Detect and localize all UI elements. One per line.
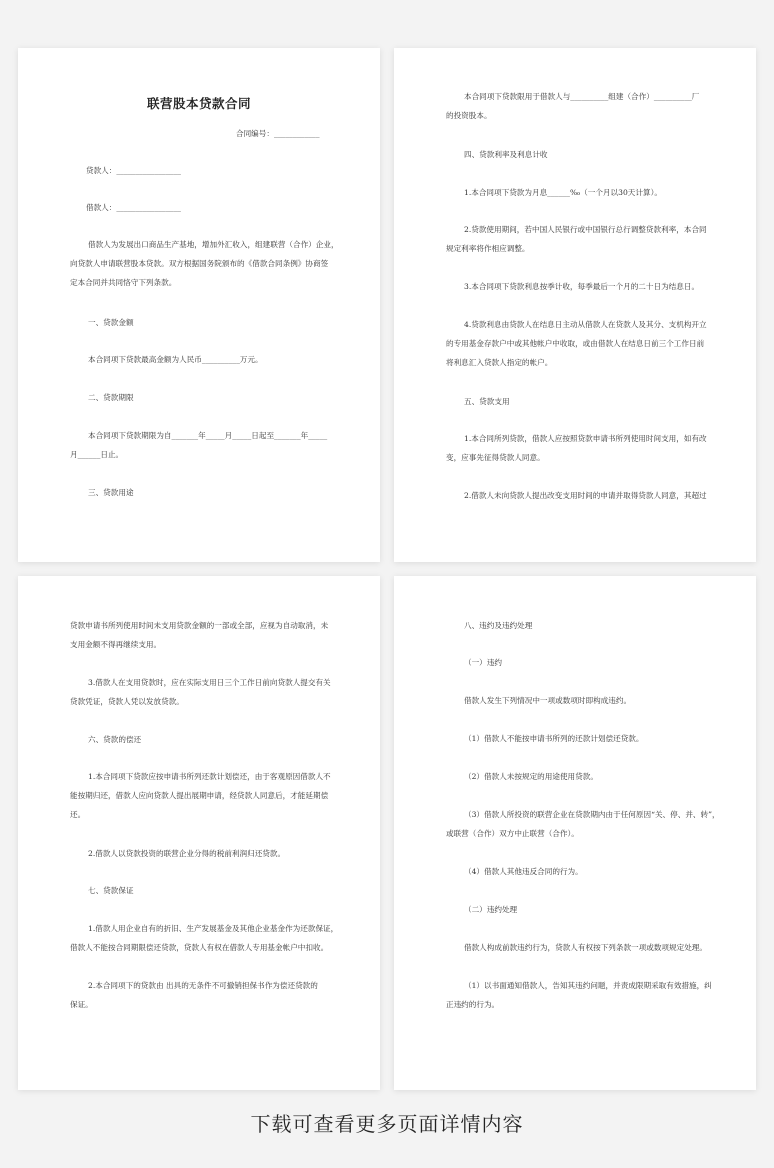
section-5-heading: 五、贷款支用 xyxy=(464,397,510,406)
section-4-item-4-line-1: 4.贷款利息由贷款人在结息日主动从借款人在贷款人及其分、支机构开立 xyxy=(464,320,707,329)
section-6-item-1-line-2: 能按期归还，借款人应向贷款人提出展期申请，经贷款人同意后，才能延期偿 xyxy=(70,791,329,800)
section-5-item-1-line-1: 1.本合同所列贷款，借款人应按照贷款申请书所列使用时间支用，如有改 xyxy=(464,434,707,443)
borrower-line: 借款人：_________________ xyxy=(86,203,181,212)
section-6-heading: 六、贷款的偿还 xyxy=(88,735,142,744)
section-1-body: 本合同项下贷款最高金额为人民币__________万元。 xyxy=(88,355,263,364)
subsection-handling: （二）违约处理 xyxy=(464,905,518,914)
section-4-item-2-line-2: 规定利率将作相应调整。 xyxy=(446,244,530,253)
breach-item-3-line-2: 或联营（合作）双方中止联营（合作）。 xyxy=(446,829,579,838)
section-8-heading: 八、违约及违约处理 xyxy=(464,621,533,630)
document-title: 联营股本贷款合同 xyxy=(146,96,251,111)
section-7-item-2-line-1: 2.本合同项下的贷款由 出具的无条件不可撤销担保书作为偿还贷款的 xyxy=(88,981,318,990)
intro-line-2: 向贷款人申请联营股本贷款。双方根据国务院颁布的《借款合同条例》协商签 xyxy=(70,259,329,268)
section-4-item-1: 1.本合同项下贷款为月息______‰（一个月以30天计算）。 xyxy=(464,188,662,197)
section-4-heading: 四、贷款利率及利息计收 xyxy=(464,150,548,159)
section-5-item-1-line-2: 变，应事先征得贷款人同意。 xyxy=(446,453,545,462)
breach-item-3-line-1: （3）借款人所投资的联营企业在贷款期内由于任何原因“关、停、并、转”， xyxy=(464,810,720,819)
document-page-4 xyxy=(394,576,756,1090)
section-2-body-1: 本合同项下贷款期限为自_______年_____月_____日起至_______年_____ xyxy=(88,431,328,440)
section-6-item-1-line-1: 1.本合同项下贷款应按申请书所列还款计划偿还，由于客观原因借款人不 xyxy=(88,772,331,781)
download-caption[interactable]: 下载可查看更多页面详情内容 xyxy=(250,1112,524,1136)
section-4-item-4-line-3: 将利息汇入贷款人指定的帐户。 xyxy=(446,358,553,367)
breach-item-4: （4）借款人其他违反合同的行为。 xyxy=(464,867,583,876)
section-5-item-3-line-2: 贷款凭证，贷款人凭以发放贷款。 xyxy=(70,697,184,706)
document-page-3 xyxy=(18,576,380,1090)
document-page-2 xyxy=(394,48,756,562)
section-5-item-3-line-1: 3.借款人在支用贷款时，应在实际支用日三个工作日前向贷款人提交有关 xyxy=(88,678,331,687)
section-1-heading: 一、贷款金额 xyxy=(88,318,134,327)
breach-item-1: （1）借款人不能按申请书所列的还款计划偿还贷款。 xyxy=(464,734,644,743)
breach-item-2: （2）借款人未按规定的用途使用贷款。 xyxy=(464,772,598,781)
continuation-line-2: 支用金额不得再继续支用。 xyxy=(70,640,162,649)
handling-intro: 借款人构成前款违约行为，贷款人有权按下列条款一项或数项规定处理。 xyxy=(464,943,707,952)
continuation-line-1: 贷款申请书所列使用时间未支用贷款金额的一部或全部，应视为自动取消，未 xyxy=(70,621,329,630)
handling-item-1-line-2: 正违约的行为。 xyxy=(446,1000,500,1009)
section-4-item-3: 3.本合同项下贷款利息按季计收，每季最后一个月的二十日为结息日。 xyxy=(464,282,700,291)
section-6-item-2: 2.借款人以贷款投资的联营企业分得的税前利润归还贷款。 xyxy=(88,849,286,858)
usage-line-1: 本合同项下贷款限用于借款人与__________组建（合作）__________厂 xyxy=(464,92,700,101)
usage-line-2: 的投资股本。 xyxy=(446,111,492,120)
section-4-item-2-line-1: 2.贷款使用期间，若中国人民银行或中国银行总行调整贷款利率，本合同 xyxy=(464,225,707,234)
subsection-breach: （一）违约 xyxy=(464,658,502,667)
section-7-item-1-line-2: 借款人不能按合同期限偿还贷款，贷款人有权在借款人专用基金帐户中扣收。 xyxy=(70,943,329,952)
section-7-heading: 七、贷款保证 xyxy=(88,886,134,895)
section-5-item-2: 2.借款人未向贷款人提出改变支用时间的申请并取得贷款人同意，其超过 xyxy=(464,491,707,500)
contract-number: 合同编号：____________ xyxy=(236,129,320,138)
section-2-heading: 二、贷款期限 xyxy=(88,393,134,402)
handling-item-1-line-1: （1）以书面通知借款人，告知其违约问题，并责成限期采取有效措施，纠 xyxy=(464,981,712,990)
intro-line-1: 借款人为发展出口商品生产基地，增加外汇收入，组建联营（合作）企业， xyxy=(88,240,339,249)
section-7-item-1-line-1: 1.借款人用企业自有的折旧、生产发展基金及其他企业基金作为还款保证， xyxy=(88,924,339,933)
section-6-item-1-line-3: 还。 xyxy=(70,810,86,819)
section-4-item-4-line-2: 的专用基金存款户中或其他帐户中收取，或由借款人在结息日前三个工作日前 xyxy=(446,339,705,348)
section-2-body-2: 月______日止。 xyxy=(70,450,124,459)
breach-intro: 借款人发生下列情况中一项或数项时即构成违约。 xyxy=(464,696,632,705)
lender-line: 贷款人：_________________ xyxy=(86,166,181,175)
section-3-heading: 三、贷款用途 xyxy=(88,488,134,497)
document-page-1 xyxy=(18,48,380,562)
section-7-item-2-line-2: 保证。 xyxy=(70,1000,93,1009)
intro-line-3: 定本合同并共同恪守下列条款。 xyxy=(70,278,177,287)
